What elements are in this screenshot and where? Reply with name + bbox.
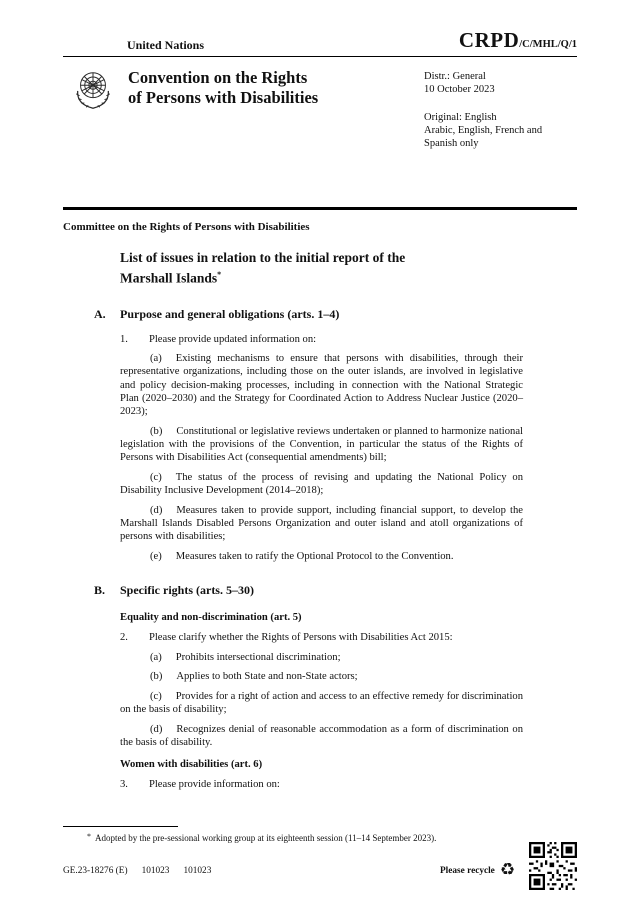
footnote-block xyxy=(63,826,577,844)
item-letter: (c) xyxy=(150,471,162,483)
item-letter: (b) xyxy=(150,671,163,683)
document-symbol-main: CRPD xyxy=(458,28,520,52)
section-b-heading-text: Specific rights (arts. 5–30) xyxy=(120,583,254,598)
recycle-icon: ♻ xyxy=(499,860,516,880)
item-letter: (c) xyxy=(150,691,162,703)
document-symbol xyxy=(459,28,577,53)
document-symbol-suffix: /C/MHL/Q/1 xyxy=(519,39,577,50)
paragraph-text: Please clarify whether the Rights of Persons with Disabilities Act 2015: xyxy=(148,632,453,644)
committee-heading: Committee on the Rights of Persons with Disabilities xyxy=(63,221,310,233)
item-letter: (d) xyxy=(150,504,163,516)
paragraph-2 xyxy=(120,631,523,644)
lettered-item xyxy=(120,352,523,418)
masthead xyxy=(63,28,577,57)
document-title-line2: Marshall Islands xyxy=(120,270,218,286)
section-a-label: A. xyxy=(94,306,106,321)
item-letter: (b) xyxy=(150,425,163,437)
distr-date: 10 October 2023 xyxy=(424,84,495,95)
section-a-heading-text: Purpose and general obligations (arts. 1–4) xyxy=(120,306,340,321)
paragraph-text: Please provide information on: xyxy=(148,779,280,791)
item-letter: (a) xyxy=(150,651,162,663)
document-title xyxy=(120,249,523,287)
lettered-item xyxy=(120,723,523,749)
item-letter: (e) xyxy=(150,550,162,562)
lettered-item xyxy=(120,425,523,465)
lettered-item xyxy=(120,504,523,544)
please-recycle-label: Please recycle xyxy=(440,865,495,876)
title-footnote-marker: * xyxy=(217,270,222,279)
footer-num1: 101023 xyxy=(141,866,170,876)
item-text: Prohibits intersectional discrimination; xyxy=(175,651,341,663)
item-text: Existing mechanisms to ensure that persons with disabilities, through their representative organizations, including those on the outer islands, are involved in legislative and policy decision-making processes, including in connection with the National Strategic Plan (2020–2030) and the Strategy for Coordinated Action to Address Nuclear Justice (2020–2023); xyxy=(120,353,523,418)
subheading-equality: Equality and non-discrimination (art. 5) xyxy=(120,612,302,624)
footnote-marker: * xyxy=(87,832,91,841)
footnote-text: Adopted by the pre-sessional working group at its eighteenth session (11–14 September 2023). xyxy=(95,833,437,843)
item-text: Measures taken to ratify the Optional Protocol to the Convention. xyxy=(175,550,454,562)
qr-code xyxy=(529,842,577,890)
recycle-block xyxy=(440,862,515,879)
lettered-item xyxy=(120,690,523,716)
section-b-heading xyxy=(94,583,523,598)
item-text: Applies to both State and non-State actors; xyxy=(176,671,358,683)
emblem-title-block xyxy=(70,64,318,114)
ge-number: GE.23-18276 (E) xyxy=(63,866,128,876)
lettered-item xyxy=(120,471,523,497)
paragraph-number: 2. xyxy=(120,632,128,644)
languages-line1: Arabic, English, French and xyxy=(424,125,543,136)
paragraph-text: Please provide updated information on: xyxy=(148,333,317,345)
item-text: Constitutional or legislative reviews undertaken or planned to harmonize national legislation with the provisions of the Convention, in particular the status of the Rights of Persons with Disabilities Act (consequential amendments) bill; xyxy=(120,425,523,464)
item-text: The status of the process of revising and updating the National Policy on Disability Inclusive Development (2014–2018); xyxy=(120,471,523,497)
lettered-item xyxy=(120,651,523,664)
convention-title-line1: Convention on the Rights xyxy=(128,68,308,87)
org-name: United Nations xyxy=(127,38,205,52)
footer-num2: 101023 xyxy=(183,866,212,876)
item-letter: (d) xyxy=(150,724,163,736)
item-text: Recognizes denial of reasonable accommodation as a form of discrimination on the basis of disability. xyxy=(120,724,523,749)
footnote xyxy=(63,831,517,844)
paragraph-number: 1. xyxy=(120,333,128,345)
item-text: Provides for a right of action and access to an effective remedy for discrimination on the basis of disability; xyxy=(120,691,523,716)
paragraph-1 xyxy=(120,333,523,346)
footer-doc-code xyxy=(63,866,225,876)
paragraph-3 xyxy=(120,778,523,791)
lettered-item xyxy=(120,670,523,683)
subheading-women: Women with disabilities (art. 6) xyxy=(120,759,263,771)
section-a-heading xyxy=(94,307,523,322)
thick-divider xyxy=(63,207,577,210)
un-emblem-icon xyxy=(70,66,116,114)
footnote-separator xyxy=(63,826,178,827)
document-title-line1: List of issues in relation to the initial report of the xyxy=(120,250,406,265)
convention-title-line2: of Persons with Disabilities xyxy=(128,88,319,107)
languages-line2: Spanish only xyxy=(424,138,479,149)
original-language: Original: English xyxy=(424,112,497,123)
item-text: Measures taken to provide support, including financial support, to develop the Marshall Islands Disabled Persons Organization and outer island and atoll organizations of persons with disabilities; xyxy=(120,504,523,543)
paragraph-number: 3. xyxy=(120,779,128,791)
convention-title xyxy=(128,64,318,108)
lettered-item xyxy=(120,550,523,563)
distribution-block xyxy=(424,70,542,150)
document-body xyxy=(63,221,577,798)
section-b-label: B. xyxy=(94,583,106,598)
item-letter: (a) xyxy=(150,353,162,365)
distr-label: Distr.: General xyxy=(424,71,486,82)
